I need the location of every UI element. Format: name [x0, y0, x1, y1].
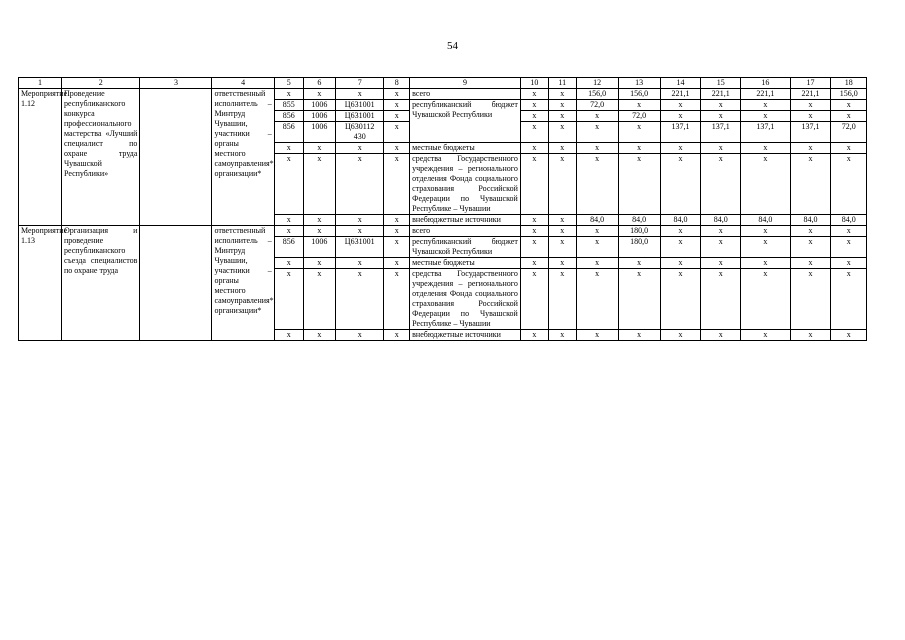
table-cell: x — [303, 154, 335, 215]
table-cell: x — [384, 226, 410, 237]
table-cell: Ц631001 — [336, 237, 384, 258]
table-cell: Ц631001 — [336, 100, 384, 111]
empty-cell — [140, 89, 212, 226]
table-cell: x — [660, 143, 701, 154]
table-cell: 84,0 — [831, 215, 867, 226]
table-cell: x — [520, 89, 548, 100]
table-cell: x — [576, 237, 618, 258]
table-cell: x — [576, 143, 618, 154]
table-cell: x — [660, 154, 701, 215]
table-cell: x — [548, 226, 576, 237]
table-cell: 156,0 — [831, 89, 867, 100]
funding-source: всего — [410, 89, 521, 100]
table-cell: 84,0 — [741, 215, 790, 226]
table-cell: 221,1 — [790, 89, 831, 100]
col-header: 17 — [790, 78, 831, 89]
table-cell: x — [618, 154, 660, 215]
table-cell: 221,1 — [701, 89, 741, 100]
col-header: 2 — [61, 78, 139, 89]
table-cell: 855 — [274, 100, 303, 111]
table-cell: x — [520, 143, 548, 154]
col-header: 14 — [660, 78, 701, 89]
table-cell: x — [520, 100, 548, 111]
funding-source: местные бюджеты — [410, 258, 521, 269]
table-cell: x — [336, 258, 384, 269]
table-cell: x — [701, 154, 741, 215]
table-cell: x — [384, 258, 410, 269]
table-cell: x — [701, 269, 741, 330]
event-code: Мероприятие 1.12 — [19, 89, 62, 226]
table-cell: x — [520, 226, 548, 237]
table-cell: x — [336, 269, 384, 330]
table-cell: x — [660, 237, 701, 258]
table-cell: 84,0 — [660, 215, 701, 226]
table-cell: x — [520, 215, 548, 226]
funding-source: республиканский бюджет Чувашской Республики — [410, 100, 521, 143]
funding-source: средства Государственного учреждения – регионального отделения Фонда социального страхования Российской Федерации по Чувашской Республике – Чувашии — [410, 154, 521, 215]
col-header: 10 — [520, 78, 548, 89]
table-cell: x — [741, 100, 790, 111]
table-cell: x — [384, 330, 410, 341]
table-cell: x — [274, 143, 303, 154]
table-cell: x — [548, 330, 576, 341]
table-cell: 137,1 — [741, 122, 790, 143]
col-header: 9 — [410, 78, 521, 89]
table-cell: x — [701, 100, 741, 111]
table-cell: x — [790, 100, 831, 111]
table-cell: x — [520, 111, 548, 122]
budget-table — [18, 77, 867, 341]
table-cell: x — [790, 269, 831, 330]
table-cell: x — [790, 237, 831, 258]
table-cell: x — [336, 89, 384, 100]
table-cell: x — [790, 154, 831, 215]
table-cell: x — [303, 330, 335, 341]
table-cell: x — [548, 111, 576, 122]
table-cell: x — [384, 269, 410, 330]
table-cell: 72,0 — [618, 111, 660, 122]
table-cell: x — [548, 258, 576, 269]
table-cell: 221,1 — [741, 89, 790, 100]
table-cell: x — [274, 269, 303, 330]
table-cell: 137,1 — [660, 122, 701, 143]
table-cell: x — [831, 330, 867, 341]
table-cell: x — [384, 122, 410, 143]
event-name: Проведение республиканского конкурса профессионального мастерства «Лучший специалист по охране труда Чувашской Республики» — [61, 89, 139, 226]
table-cell: 856 — [274, 237, 303, 258]
col-header: 6 — [303, 78, 335, 89]
col-header: 18 — [831, 78, 867, 89]
table-cell: x — [384, 89, 410, 100]
table-cell: Ц631001 — [336, 111, 384, 122]
event-executor: ответственный исполнитель – Минтруд Чувашии, участники – органы местного самоуправления*, организации* — [212, 226, 274, 341]
table-cell: x — [274, 258, 303, 269]
table-cell: 84,0 — [576, 215, 618, 226]
table-cell: 84,0 — [701, 215, 741, 226]
table-cell: x — [701, 111, 741, 122]
table-cell: 72,0 — [576, 100, 618, 111]
table-cell: x — [618, 100, 660, 111]
table-cell: x — [274, 330, 303, 341]
table-cell: x — [548, 89, 576, 100]
table-cell: 1006 — [303, 122, 335, 143]
table-cell: x — [741, 258, 790, 269]
table-cell: x — [384, 237, 410, 258]
table-row — [19, 89, 867, 100]
table-cell: x — [790, 258, 831, 269]
table-cell: x — [576, 258, 618, 269]
empty-cell — [140, 226, 212, 341]
table-cell: x — [548, 143, 576, 154]
table-cell: x — [831, 143, 867, 154]
table-cell: x — [576, 111, 618, 122]
table-cell: x — [618, 269, 660, 330]
header-row — [19, 78, 867, 89]
table-cell: x — [660, 269, 701, 330]
table-cell: 180,0 — [618, 226, 660, 237]
table-cell: x — [274, 89, 303, 100]
table-cell: x — [303, 226, 335, 237]
table-cell: x — [701, 143, 741, 154]
table-cell: x — [520, 154, 548, 215]
table-cell: x — [548, 100, 576, 111]
col-header: 15 — [701, 78, 741, 89]
table-cell: x — [303, 89, 335, 100]
table-cell: x — [576, 122, 618, 143]
event-name: Организация и проведение республиканского съезда специалистов по охране труда — [61, 226, 139, 341]
table-cell: x — [660, 100, 701, 111]
col-header: 16 — [741, 78, 790, 89]
table-cell: x — [303, 269, 335, 330]
col-header: 11 — [548, 78, 576, 89]
table-cell: x — [618, 258, 660, 269]
table-cell: x — [701, 226, 741, 237]
table-cell: x — [618, 330, 660, 341]
col-header: 4 — [212, 78, 274, 89]
table-cell: x — [520, 122, 548, 143]
table-cell: 156,0 — [618, 89, 660, 100]
table-cell: x — [618, 143, 660, 154]
table-cell: x — [336, 330, 384, 341]
col-header: 5 — [274, 78, 303, 89]
table-cell: x — [576, 226, 618, 237]
table-cell: x — [701, 330, 741, 341]
table-cell: x — [520, 330, 548, 341]
table-cell: 137,1 — [790, 122, 831, 143]
col-header: 8 — [384, 78, 410, 89]
table-cell: x — [741, 330, 790, 341]
table-cell: x — [384, 143, 410, 154]
table-cell: x — [274, 226, 303, 237]
table-cell: x — [384, 111, 410, 122]
table-cell: x — [336, 226, 384, 237]
table-cell: x — [741, 237, 790, 258]
table-cell: x — [548, 122, 576, 143]
table-cell: x — [274, 215, 303, 226]
table-cell: x — [336, 215, 384, 226]
table-cell: 1006 — [303, 100, 335, 111]
table-cell: x — [520, 258, 548, 269]
table-cell: x — [336, 154, 384, 215]
funding-source: всего — [410, 226, 521, 237]
table-cell: x — [741, 269, 790, 330]
table-cell: x — [660, 111, 701, 122]
funding-source: республиканский бюджет Чувашской Республики — [410, 237, 521, 258]
table-cell: x — [336, 143, 384, 154]
page-number: 54 — [447, 40, 458, 52]
table-cell: x — [548, 154, 576, 215]
table-cell: 84,0 — [790, 215, 831, 226]
table-cell: x — [576, 154, 618, 215]
table-cell: 221,1 — [660, 89, 701, 100]
table-cell: x — [741, 143, 790, 154]
table-cell: Ц630112 430 — [336, 122, 384, 143]
table-cell: x — [660, 330, 701, 341]
table-cell: 180,0 — [618, 237, 660, 258]
table-cell: x — [831, 100, 867, 111]
col-header: 13 — [618, 78, 660, 89]
table-cell: x — [831, 269, 867, 330]
table-cell: x — [548, 215, 576, 226]
table-row — [19, 226, 867, 237]
table-cell: x — [303, 215, 335, 226]
event-code: Мероприятие 1.13 — [19, 226, 62, 341]
table-cell: x — [831, 258, 867, 269]
table-cell: 1006 — [303, 237, 335, 258]
funding-source: внебюджетные источники — [410, 330, 521, 341]
table-cell: x — [741, 226, 790, 237]
col-header: 3 — [140, 78, 212, 89]
col-header: 1 — [19, 78, 62, 89]
table-cell: x — [831, 237, 867, 258]
table-cell: x — [576, 330, 618, 341]
table-cell: 856 — [274, 122, 303, 143]
col-header: 7 — [336, 78, 384, 89]
table-cell: 72,0 — [831, 122, 867, 143]
table-cell: 137,1 — [701, 122, 741, 143]
table-cell: x — [790, 143, 831, 154]
table-cell: x — [548, 237, 576, 258]
table-cell: x — [660, 226, 701, 237]
table-cell: x — [618, 122, 660, 143]
table-cell: x — [790, 111, 831, 122]
col-header: 12 — [576, 78, 618, 89]
table-cell: x — [701, 237, 741, 258]
funding-source: средства Государственного учреждения – регионального отделения Фонда социального страхования Российской Федерации по Чувашской Республике – Чувашии — [410, 269, 521, 330]
table-cell: 84,0 — [618, 215, 660, 226]
table-cell: x — [831, 111, 867, 122]
table-cell: 856 — [274, 111, 303, 122]
table-cell: x — [548, 269, 576, 330]
table-cell: x — [741, 154, 790, 215]
funding-source: внебюджетные источники — [410, 215, 521, 226]
table-cell: x — [384, 215, 410, 226]
table-cell: x — [660, 258, 701, 269]
table-cell: x — [790, 226, 831, 237]
event-executor: ответственный исполнитель – Минтруд Чувашии, участники – органы местного самоуправления*, организации* — [212, 89, 274, 226]
table-cell: x — [576, 269, 618, 330]
table-cell: x — [303, 258, 335, 269]
table-cell: x — [520, 237, 548, 258]
table-cell: x — [303, 143, 335, 154]
table-cell: x — [520, 269, 548, 330]
table-cell: x — [384, 100, 410, 111]
table-cell: x — [741, 111, 790, 122]
table-cell: 156,0 — [576, 89, 618, 100]
table-cell: x — [790, 330, 831, 341]
table-cell: 1006 — [303, 111, 335, 122]
table-cell: x — [831, 226, 867, 237]
funding-source: местные бюджеты — [410, 143, 521, 154]
table-cell: x — [274, 154, 303, 215]
table-cell: x — [701, 258, 741, 269]
table-cell: x — [831, 154, 867, 215]
table-cell: x — [384, 154, 410, 215]
